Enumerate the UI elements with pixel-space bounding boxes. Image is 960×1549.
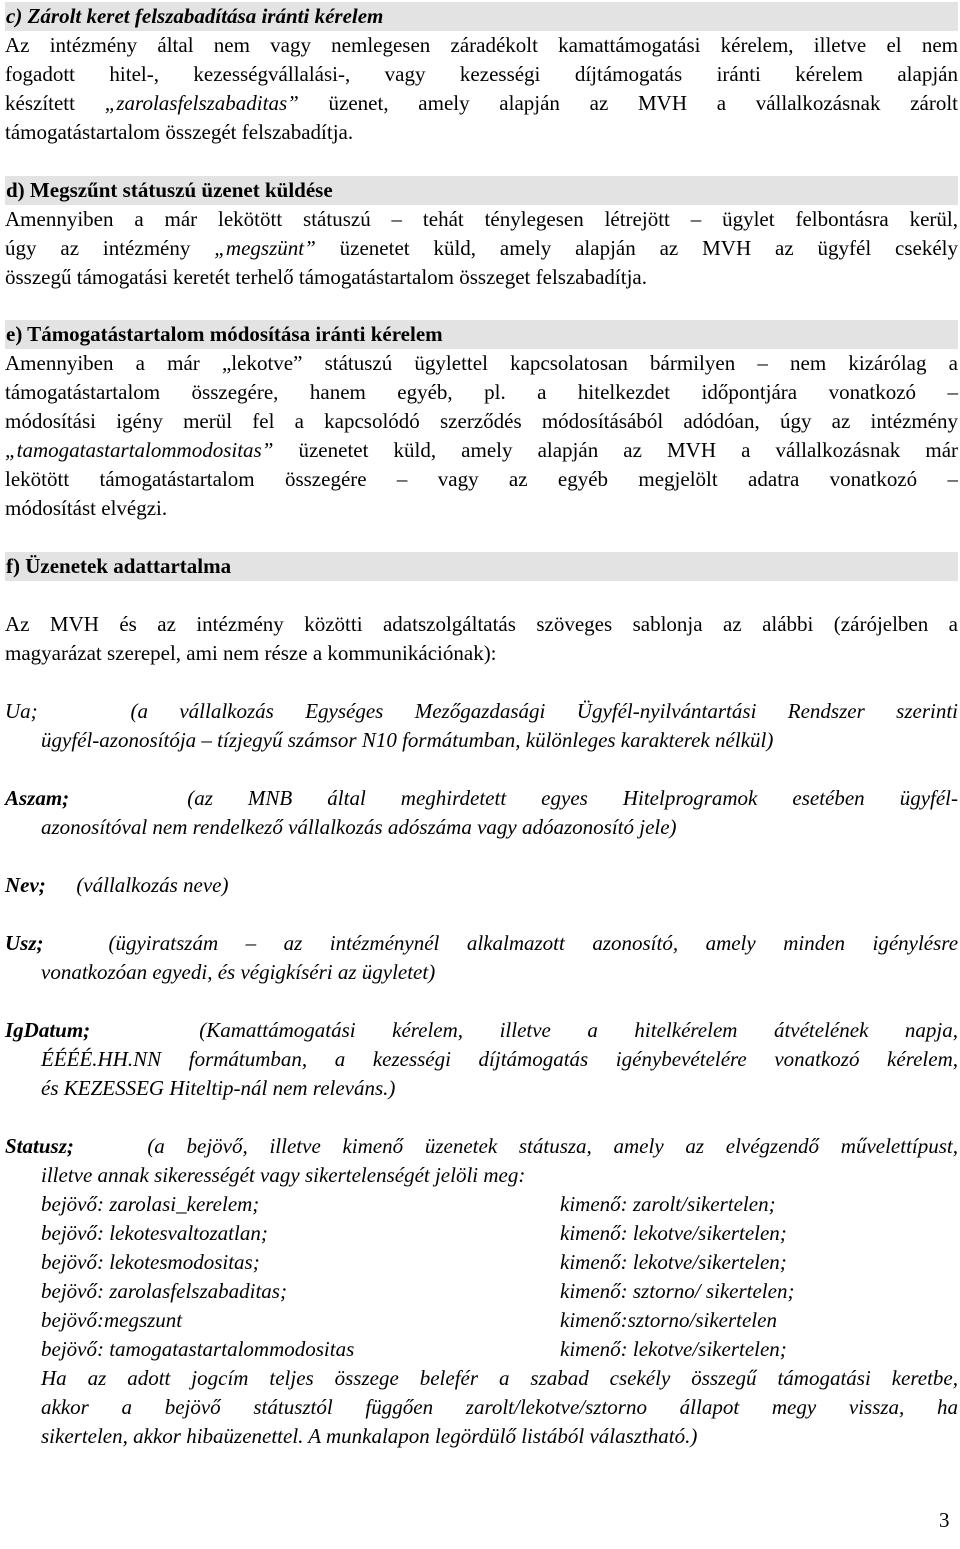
field-name-usz: Usz; xyxy=(5,931,44,955)
field-statusz-line-2: illetve annak sikerességét vagy sikertelenségét jelöli meg: xyxy=(41,1163,526,1187)
field-name-nev: Nev; xyxy=(5,873,46,897)
text-fragment: üzenet, amely alapján az MVH a vállalkozásnak zárolt xyxy=(328,91,959,115)
field-usz-line-1 xyxy=(5,929,958,958)
section-e-line-3: módosítási igény merül fel a kapcsolódó szerződés módosításából adódóan, úgy az intézmény xyxy=(5,409,958,433)
field-usz-line-2: vonatkozóan egyedi, és végigkíséri az ügyletet) xyxy=(41,960,436,984)
status-pair-row xyxy=(41,1190,958,1219)
text-fragment: készített xyxy=(5,91,75,115)
field-aszam-desc-1: (az MNB által meghirdetett egyes Hitelprogramok esetében ügyfél- xyxy=(187,786,959,810)
field-igdatum-line-3: és KEZESSEG Hiteltip-nál nem releváns.) xyxy=(41,1076,396,1100)
section-c xyxy=(5,2,958,147)
text-fragment: úgy az intézmény xyxy=(5,236,191,260)
field-usz-desc-1: (ügyiratszám – az intézménynél alkalmazott azonosító, amely minden igénylésre xyxy=(108,931,959,955)
message-name-tamogatastartalommodositas: „tamogatastartalommodositas” xyxy=(5,438,274,462)
field-ua-line-1 xyxy=(5,697,958,726)
status-pair-row xyxy=(41,1306,958,1335)
status-pair-row xyxy=(41,1219,958,1248)
intro-line-1: Az MVH és az intézmény közötti adatszolgáltatás szöveges sablonja az alábbi (zárójelben a xyxy=(5,612,958,636)
field-statusz-line-1 xyxy=(5,1132,958,1161)
field-usz xyxy=(5,929,958,987)
field-statusz-closing-2: akkor a bejövő státusztól függően zarolt/lekotve/sztorno állapot megy vissza, ha xyxy=(41,1395,958,1419)
status-incoming: bejövő:megszunt xyxy=(41,1308,183,1332)
text-fragment: üzenetet küld, amely alapján az MVH az ügyfél csekély xyxy=(339,236,959,260)
section-f-intro xyxy=(5,610,958,668)
field-igdatum-line-2: ÉÉÉÉ.HH.NN formátumban, a kezességi díjtámogatás igénybevételére vonatkozó kérelem, xyxy=(41,1047,958,1071)
status-incoming: bejövő: zarolasfelszabaditas; xyxy=(41,1279,287,1303)
field-igdatum-desc-1: (Kamattámogatási kérelem, illetve a hitelkérelem átvételének napja, xyxy=(199,1018,958,1042)
field-statusz-closing-1: Ha az adott jogcím teljes összege belefér a szabad csekély összegű támogatási keretbe, xyxy=(41,1366,958,1390)
field-name-igdatum: IgDatum; xyxy=(5,1018,91,1042)
status-outgoing: kimenő: lekotve/sikertelen; xyxy=(560,1337,787,1361)
section-e-line-5: lekötött támogatástartalom összegére – vagy az egyéb megjelölt adatra vonatkozó – xyxy=(5,467,958,491)
section-e-line-2: támogatástartalom összegére, hanem egyéb, pl. a hitelkezdet időpontjára vonatkozó – xyxy=(5,380,958,404)
section-e-line-1: Amennyiben a már „lekotve” státuszú ügylettel kapcsolatosan bármilyen – nem kizárólag a xyxy=(5,351,958,375)
section-e-line-6: módosítást elvégzi. xyxy=(5,496,168,520)
field-name-statusz: Statusz; xyxy=(5,1134,74,1158)
text-fragment: üzenetet küld, amely alapján az MVH a vállalkozásnak már xyxy=(298,438,959,462)
field-statusz-closing-3: sikertelen, akkor hibaüzenettel. A munkalapon legördülő listából választható.) xyxy=(41,1424,698,1448)
status-incoming: bejövő: lekotesvaltozatlan; xyxy=(41,1221,268,1245)
status-outgoing: kimenő: lekotve/sikertelen; xyxy=(560,1250,787,1274)
field-aszam xyxy=(5,784,958,842)
message-name-zarolasfelszabaditas: „zarolasfelszabaditas” xyxy=(104,91,299,115)
field-igdatum-line-1 xyxy=(5,1016,958,1045)
section-f xyxy=(5,552,958,581)
status-incoming: bejövő: zarolasi_kerelem; xyxy=(41,1192,260,1216)
field-nev-desc-1: (vállalkozás neve) xyxy=(76,873,229,897)
status-incoming: bejövő: lekotesmodositas; xyxy=(41,1250,260,1274)
field-aszam-line-1 xyxy=(5,784,958,813)
status-pair-row xyxy=(41,1277,958,1306)
section-d-heading: d) Megszűnt státuszú üzenet küldése xyxy=(5,176,958,205)
status-outgoing: kimenő: sztorno/ sikertelen; xyxy=(560,1279,795,1303)
section-d-line-3: összegű támogatási keretét terhelő támogatástartalom összeget felszabadítja. xyxy=(5,265,647,289)
field-nev xyxy=(5,871,958,900)
page-number: 3 xyxy=(939,1508,950,1532)
field-nev-line-1 xyxy=(5,871,958,900)
field-igdatum xyxy=(5,1016,958,1103)
status-pairs-list xyxy=(5,1190,958,1364)
section-c-line-3 xyxy=(5,89,958,118)
section-c-line-1: Az intézmény által nem vagy nemlegesen záradékolt kamattámogatási kérelem, illetve el nem xyxy=(5,33,958,57)
section-e-line-4 xyxy=(5,436,958,465)
field-ua-desc-1: (a vállalkozás Egységes Mezőgazdasági Ügyfél-nyilvántartási Rendszer szerinti xyxy=(130,699,959,723)
field-ua xyxy=(5,697,958,755)
section-c-line-2: fogadott hitel-, kezességvállalási-, vagy kezességi díjtámogatás iránti kérelem alapján xyxy=(5,62,958,86)
field-statusz xyxy=(5,1132,958,1451)
intro-line-2: magyarázat szerepel, ami nem része a kommunikációnak): xyxy=(5,641,497,665)
field-statusz-desc-1: (a bejövő, illetve kimenő üzenetek státusza, amely az elvégzendő művelettípust, xyxy=(147,1134,958,1158)
section-c-heading: c) Zárolt keret felszabadítása iránti kérelem xyxy=(5,2,958,31)
status-pair-row xyxy=(41,1335,958,1364)
section-c-line-4: támogatástartalom összegét felszabadítja. xyxy=(5,120,354,144)
section-d xyxy=(5,176,958,292)
field-name-aszam: Aszam; xyxy=(5,786,70,810)
section-f-heading: f) Üzenetek adattartalma xyxy=(5,552,958,581)
field-aszam-line-2: azonosítóval nem rendelkező vállalkozás adószáma vagy adóazonosító jele) xyxy=(41,815,677,839)
field-name-ua: Ua; xyxy=(5,699,38,723)
section-d-line-2 xyxy=(5,234,958,263)
section-d-line-1: Amennyiben a már lekötött státuszú – tehát ténylegesen létrejött – ügylet felbontásra kerül, xyxy=(5,207,958,231)
field-ua-line-2: ügyfél-azonosítója – tízjegyű számsor N10 formátumban, különleges karakterek nélkül) xyxy=(41,728,774,752)
status-outgoing: kimenő: zarolt/sikertelen; xyxy=(560,1192,776,1216)
section-e-heading: e) Támogatástartalom módosítása iránti kérelem xyxy=(5,320,958,349)
status-outgoing: kimenő:sztorno/sikertelen xyxy=(560,1308,777,1332)
status-outgoing: kimenő: lekotve/sikertelen; xyxy=(560,1221,787,1245)
message-name-megszunt: „megszünt” xyxy=(214,236,316,260)
status-incoming: bejövő: tamogatastartalommodositas xyxy=(41,1337,355,1361)
status-pair-row xyxy=(41,1248,958,1277)
section-e xyxy=(5,320,958,523)
